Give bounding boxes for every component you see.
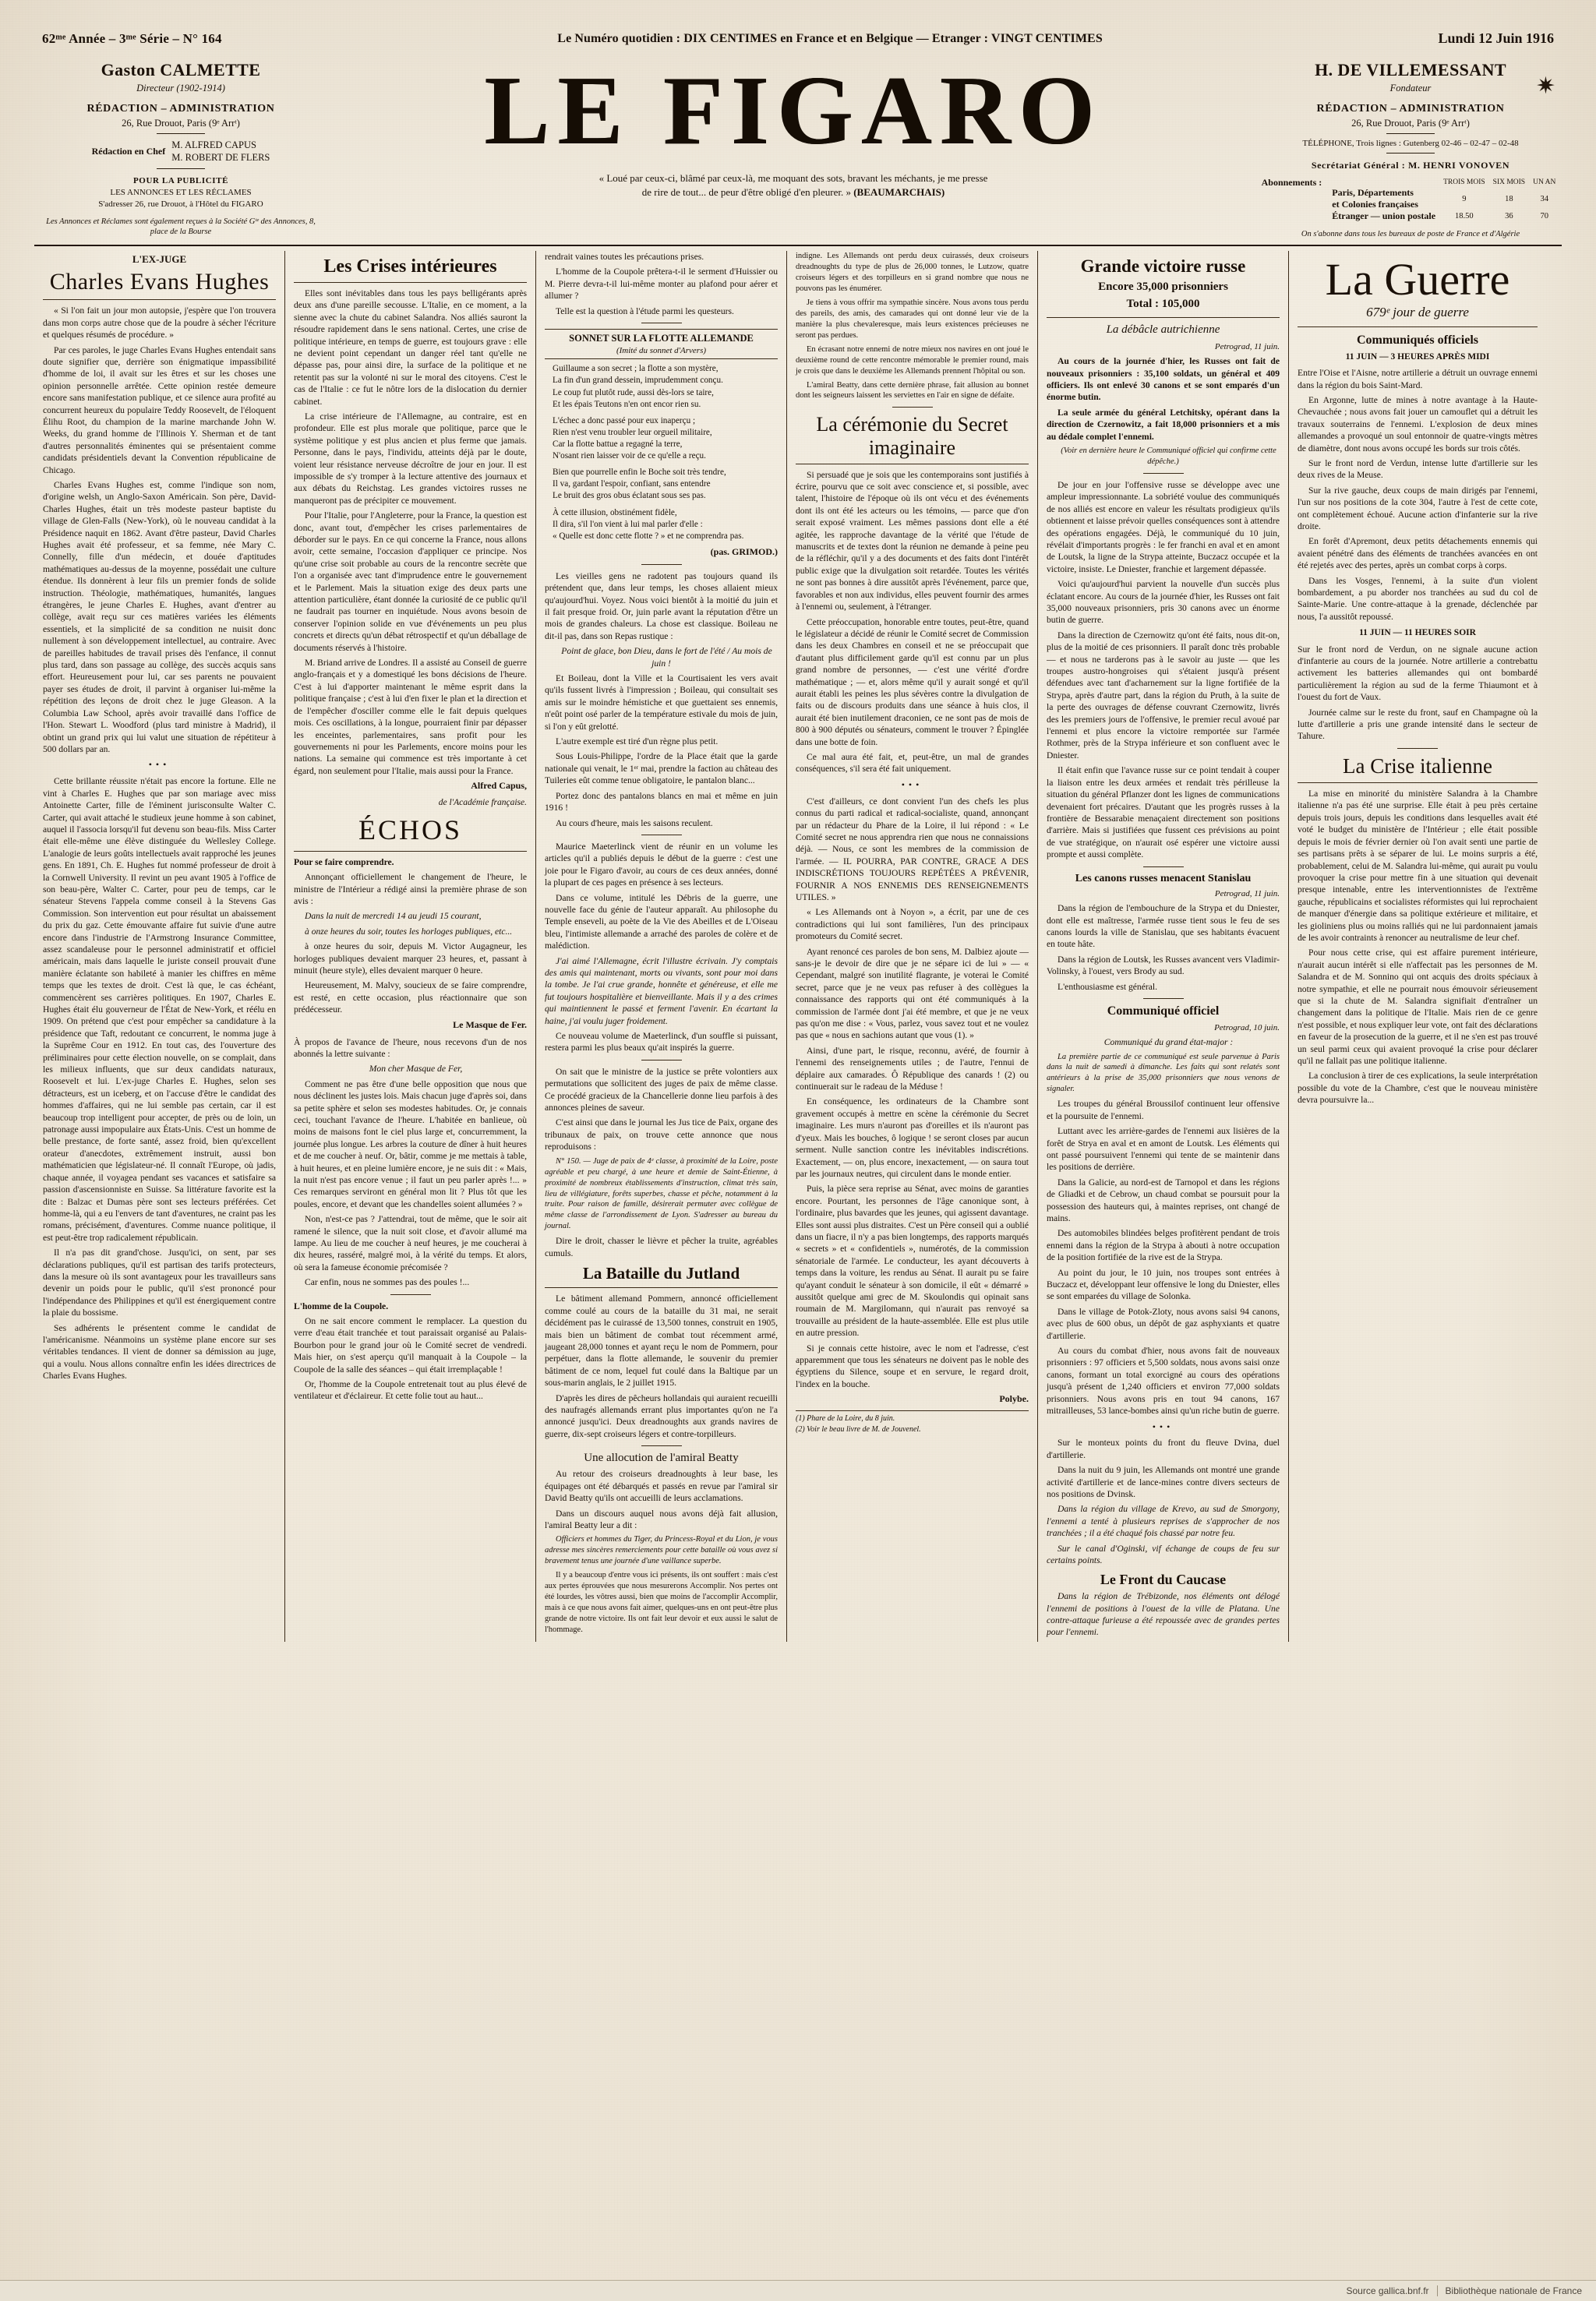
paragraph: L'enthousiasme est général. bbox=[1058, 981, 1157, 992]
library-label: Bibliothèque nationale de France bbox=[1445, 2285, 1582, 2296]
signature-polybe: Polybe. bbox=[999, 1393, 1029, 1405]
article-columns bbox=[34, 251, 1562, 1642]
dateline: Petrograd, 11 juin. bbox=[1214, 888, 1280, 898]
paragraph: Dans ce volume, intitulé les Débris de la guerre, une nouvelle face du génie de l'auteur apparaît. Au philosophe du Temple enseveli, au poète de la Vie des Abeilles et de L'Oiseau bleu, l'intimiste allemande a arraché des paroles de colère et de malédiction. bbox=[545, 892, 778, 951]
issue-strip bbox=[34, 30, 1562, 51]
signature-masque-de-fer: Le Masque de Fer. bbox=[453, 1018, 527, 1030]
paragraph: Les vieilles gens ne radotent pas toujours quand ils prétendent que, dans leur temps, les choses allaient mieux qu'aujourd'hui. Voyez. Nous voici bientôt à la moitié du juin et il fait presque froid. Or, juin parle avant la réputation d'être un mois de grandes chaleurs. La chose est classique. Boileau ne dit-il pas, dans son Repas rustique : bbox=[545, 570, 778, 641]
divider bbox=[1143, 998, 1184, 999]
verse-line: Il va, gardant l'espoir, confiant, sans entendre bbox=[553, 479, 711, 489]
paragraph: Par ces paroles, le juge Charles Evans Hughes entendait sans doute signifier que, derrière son énigmatique impassibilité d'homme de loi, il avait sur les êtres et sur les choses une opinion personnelle arrêtée. Cette opinion restée demeure encore sans manifestation publique, et ce silence aura profité au concurrent heureux du populaire Teddy Roosevelt, de l'éloquent Élihu Root, du champion de la marine marchande John W. Weeks, du grand homme de l'Illinois Y. Sherman et de tant d'autres personnalités éminentes qui se présentaient comme candidats présidentiels devant la Convention républicaine de Chicago. bbox=[43, 344, 276, 475]
paragraph: Puis, la pièce sera reprise au Sénat, avec moins de garanties encore. Pourtant, les personnes de l'âge canonique sont, à l'ordinaire, plus bavardes que les jeunes, qui agissent davantage. Elles sont aussi plus distraites. C'est un Père conseil qui a oublié dans un fiacre, il n'y a pas bien longtemps, des rapports marqués « secrets » et « confidentiels », numérotés, de la commission sénatoriale de l'armée. Le conducteur, les ayant découverts à temps dans la voiture, les rendus au Sénat. Il aurait pu se faire qu'ayant conduit le sénateur à son domicile, il eût « démarré » aussitôt quelque ami grec de M. Skoulondis qui opinait sans roumain de M. Margilomann, qui n'aurait pas renvoyé sa trouvaille au président de la haute-assemblée. Elle est plus utile en autre pression. bbox=[796, 1184, 1029, 1339]
redaction-title-left: RÉDACTION – ADMINISTRATION bbox=[87, 103, 275, 115]
paragraph: La seule armée du général Letchitsky, opérant dans la direction de Czernowitz, a fait 18,000 prisonniers et a mis au dédale complet l'ennemi. bbox=[1047, 407, 1280, 442]
paragraph: On sait que le ministre de la justice se prête volontiers aux permutations que sollicitent des juges de paix de même classe. Ce procédé gracieux de la Chancellerie donne lieu parfois à des annonces pleines de saveur. bbox=[545, 1066, 778, 1113]
editors-block bbox=[41, 139, 321, 164]
paragraph: « Les Allemands ont à Noyon », a écrit, par une de ces contradictions qui lui sont familières, l'un des principaux promoteurs du Comité secret. bbox=[796, 907, 1029, 942]
table-row bbox=[1328, 210, 1559, 222]
subscriptions-label: Abonnements : bbox=[1261, 176, 1322, 188]
paragraph: Journée calme sur le reste du front, sauf en Champagne où la lutte d'artillerie a pris une grande intensité dans le secteur de Tahure. bbox=[1298, 707, 1538, 742]
paragraph: Sur le canal d'Oginski, vif échange de coups de feu sur certains points. bbox=[1047, 1543, 1280, 1566]
paragraph: indigne. Les Allemands ont perdu deux cuirassés, deux croiseurs dreadnoughts du type de plus de 26,000 tonnes, le Lutzow, quatre croiseurs légers et des torpilleurs en si grand nombre que nous ne pouvons pas les énumérer. bbox=[796, 252, 1029, 293]
divider bbox=[1298, 782, 1538, 783]
paragraph: Au point du jour, le 10 juin, nos troupes sont entrées à Buczacz et, développant leur offensive le long du Dniester, elles se sont emparées du village de Solonka. bbox=[1047, 1267, 1280, 1302]
divider bbox=[43, 299, 276, 300]
paragraph: Pour l'Italie, pour l'Angleterre, pour la France, la question est donc, avant tout, d'empêcher les crises parlementaires de déborder sur le pays. En ce qui concerne la France, nous allons avoir, cette semaine, l'occasion d'appliquer ce principe. Nos qu'une crise soit probable au cours de la rencontre secrète que l'on a organisée avec tant d'imprudence entre le gouvernement et le Parlement. Mais la situation exige des deux parts une attention particulière, étant donnée la curiosité de ce public qu'il ne faudrait pas tourner en inquiétude. Nous avons besoin de conserver l'opinion solide en vue d'événements un peu plus concrets et directs qu'un débat rétrospectif et qu'un déballage de documents réservés à l'histoire. bbox=[294, 510, 527, 653]
paragraph: Comment ne pas être d'une belle opposition que nous que nous déclinent les justes lois. Mais chacun juge d'après soi, dans sa petite sphère et selon ses modestes habitudes. Or, je connais ceci, touchant l'avance de l'heure. L'habitée en banlieue, où moins de maisons font le ciel plus large et, concurremment, la journée plus longue. Les arbres la couture de dîner à huit heures et de me coucher à neuf. Or, bâtir, comme je me mettais à table, à huit heures, et en pleine lumière encore, je ne suis dit : « Mais, la nuit n'est pas encore venue ; il faut un peu parler après !... » Ces remarques serviront en général mon lit ? Plus tôt que les poules, encore, et devant que les chandelles soient allumées ? » bbox=[294, 1078, 527, 1209]
subs-row-1-label: Étranger — union postale bbox=[1332, 210, 1436, 222]
masthead-left bbox=[41, 59, 321, 240]
column-4 bbox=[787, 251, 1038, 1642]
divider bbox=[641, 1445, 682, 1446]
echo-item: Pour se faire comprendre. bbox=[294, 856, 394, 867]
divider bbox=[1397, 748, 1438, 749]
subscriptions-note: On s'abonne dans tous les bureaux de poste de France et d'Algérie bbox=[1301, 230, 1520, 239]
quote: Officiers et hommes du Tiger, du Princess-Royal et du Lion, je vous adresse mes sincères remerciements pour cette bataille où vous avez si bravement tenus une journée d'une vaillance superbe. bbox=[545, 1535, 778, 1566]
paragraph: Si persuadé que je sois que les contemporains sont justifiés à écrire, pourvu que ce soit avec conscience et, si possible, avec talent, l'histoire de l'époque où ils ont vécu et des événements dont ils ont été les acteurs ou les témoins, — parce que d'on serait exposé vraiment. Les mêmes passions dont elle a été agitée, les rapproche davantage de la vérité que l'étude de manuscrits et de textes dont la réunion ne demande à peine peu de la réfléchir, qu'il y a des documents et des faits dont l'intérêt public exige que la divulgation soit retardée. Toutes les vérités ne sont pas bonnes à dire aussitôt après l'événement, parce que, favorables et non aux individus, elles peuvent fournir des armes à l'ennemi ou, seulement, à l'étranger. bbox=[796, 469, 1029, 612]
headline-canons-stanislau: Les canons russes menacent Stanislau bbox=[1075, 872, 1252, 884]
paragraph: Pour nous cette crise, qui est affaire purement intérieure, n'aurait aucun intérêt si elle n'affectait pas les personnes de M. Salandra et de M. Sonnino qui ont acquis des droits spéciaux à notre sympathie, et elle ne pourrait nous émouvoir sérieusement que si la chute de M. Salandra signifiait d'entraîner un changement dans la politique de l'Italie. Mais rien de ce genre n'est possible, et nous expliquer leur vote, ont fait des déclarations en faveur de la prosecution de la guerre, et il ne s'en est pas trouvé un seul parmi ceux qui avaient provoqué la crise pour déclarer qu'il ne fallait pas une politique italienne. bbox=[1298, 948, 1538, 1066]
column-5 bbox=[1038, 251, 1289, 1642]
subs-row-0-sub: et Colonies françaises bbox=[1332, 199, 1418, 210]
echo-subhead: L'homme de la Coupole. bbox=[294, 1300, 389, 1311]
article-kicker-exjuge: L'EX-JUGE bbox=[132, 253, 187, 266]
redaction-title-right: RÉDACTION – ADMINISTRATION bbox=[1316, 103, 1505, 115]
paragraph: Cette brillante réussite n'était pas encore la fortune. Elle ne vint à Charles E. Hughes que par son mariage avec miss Antoinette Carter, fille de l'éminent jurisconsulte Walter C. Carter, qui avait attaché le studieux jeune homme à son cabinet, auquel il l'associa lorsqu'il fut devenu son beau-fils. Miss Carter était elle-même une élève distinguée du Wellesley College. L'analogie de leurs goûts intellectuels avait rapproché les jeunes gens. En 1891, Ch. E. Hughes fut nommé professeur de droit à la Cornwell University. Il revint un peu avant 1905 à l'office de son beau-père, Walter C. Carter, pour peu de temps, car le sénateur Stevens l'appela comme conseil à la Stevens Gas Commission. Son intervention eut pour résultat un abaissement du prix du gaz. Cette émouvante affaire fut suivie d'une autre encore dans l'industrie de l'Armstrong Insurance Committee, assez scandaleuse pour le personnel administratif et officiel américain, mais dans laquelle le juriste conseil prouvait d'une manière éclatante son habileté à manier les chiffres en même temps que les textes de droit. C'est là que, le cas échéant, commencèrent ses carrières politiques. En 1907, Charles E. Hughes était élu gouverneur de l'État de New-York, et réélu en 1909. On prétend que c'est pour empêcher sa candidature à la présidence que Taft, redoutant ce concurrent, le nomma juge à la Suprême Cour en 1912. En tout cas, des l'ouverture des préliminaires pour cette élection nouvelle, on se complait, dans les milieux influents, que sur deux candidats naturaux, Roosevelt et lui. L'ex-juge Charles E. Hughes, selon ses détracteurs, est un iceberg, et on l'accuse d'être le candidat des hommes d'affaires, qui ne lui semble pas certain, car il est beaucoup trop intelligent pour accepter, de près ou de loin, un patronage aussi impopulaire aux États-Unis. C'est un homme de belle prestance, de forte santé, assez froid, bien qu'excellent orateur d'anecdotes, extrêmement instruit, aussi bon mathématicien que législateur-né. Il connaît l'Europe, où jadis, chaque année, il voyagea pendant ses vacances et satisfaire sa passion d'ascensionniste en Suisse. Sa littérature favorite est la dite : Balzac et Dumas père sont ses lecteurs préférées. Cet homme-là, qui a eu l'envers de tant d'aventures, ne craint pas les romans, précisément, d'aventures. Comme nuance politique, il est peut-être trop radicalement républicain. bbox=[43, 776, 276, 1243]
divider bbox=[892, 407, 933, 408]
subs-row-0-v2: 34 bbox=[1540, 194, 1548, 203]
echo-item: Annonçant officiellement le changement de l'heure, le ministre de l'Intérieur a rédigé ainsi la première phrase de son avis : bbox=[294, 872, 527, 906]
sonnet-title: SONNET SUR LA FLOTTE ALLEMANDE bbox=[569, 333, 754, 344]
paragraph: Il n'a pas dit grand'chose. Jusqu'ici, on sent, par ses déclarations publiques, qu'il est partisan des tarifs protecteurs, dans la mesure où ils sont avantageux pour les travailleurs sans devenir un poids pour le public, qu'il s'est prononcé pour l'indépendance des Philippines et qu'il est énergiquement contre la plaie du bossisme. bbox=[43, 1248, 276, 1318]
paragraph: L'autre exemple est tiré d'un règne plus petit. bbox=[556, 736, 719, 747]
divider bbox=[1143, 866, 1184, 867]
dinkus: ••• bbox=[901, 778, 923, 790]
masthead-right bbox=[1261, 59, 1556, 240]
headline-communique-officiel: Communiqué officiel bbox=[1107, 1004, 1220, 1018]
phone-line: TÉLÉPHONE, Trois lignes : Gutenberg 02-46 – 02-47 – 02-48 bbox=[1302, 139, 1519, 149]
star-icon: ✷ bbox=[1535, 73, 1555, 99]
subscriptions-block bbox=[1261, 176, 1556, 223]
subs-row-1-v1: 36 bbox=[1505, 212, 1513, 221]
dateline: Petrograd, 10 juin. bbox=[1214, 1022, 1280, 1032]
paragraph: Voici qu'aujourd'hui parvient la nouvelle d'un succès plus éclatant encore. Au cours de la journée d'hier, les Russes ont fait 35,000 nouveaux prisonniers, pris 30 canons avec un énorme butin de guerre. bbox=[1047, 579, 1280, 626]
motto-author: (BEAUMARCHAIS) bbox=[853, 185, 945, 198]
motto bbox=[329, 171, 1258, 199]
paragraph: Telle est la question à l'étude parmi les questeurs. bbox=[556, 305, 734, 316]
page-title: LE FIGARO bbox=[484, 57, 1103, 165]
publicity-line-2: S'adresser 26, rue Drouot, à l'Hôtel du FIGARO bbox=[98, 199, 263, 209]
communique-time-2: 11 JUIN — 11 HEURES SOIR bbox=[1359, 628, 1476, 638]
paragraph: Sous Louis-Philippe, l'ordre de la Place était que la garde nationale qui venait, le 1ᵉʳ mai, prendre la faction au château des Tuileries eût comme tenue obligatoire, le pantalon blanc... bbox=[545, 751, 778, 786]
subhead-jour-de-guerre: 679ᵉ jour de guerre bbox=[1366, 305, 1469, 320]
paragraph: Dans la région de Trébizonde, nos éléments ont délogé l'ennemi de positions à l'ouest de la ville de Platana. Une contre-attaque furieuse a été repoussée avec de grandes pertes pour l'ennemi. bbox=[1047, 1591, 1280, 1638]
secretary-line: Secrétariat Général : M. HENRI VONOVEN bbox=[1311, 160, 1510, 171]
subs-row-1-v0: 18.50 bbox=[1455, 212, 1474, 221]
editor-label: Rédaction en Chef bbox=[91, 145, 166, 157]
paragraph: Dans le village de Potok-Zloty, nous avons saisi 94 canons, avec plus de 600 obus, un dépôt de gaz asphyxiants et quatre d'artillerie. bbox=[1047, 1306, 1280, 1341]
paragraph: Ayant renoncé ces paroles de bon sens, M. Dalbiez ajoute — sans-je le devoir de dire que je ne sépare ici de lui » — « Cependant, malgré son inutilité flagrante, je voterai le Comité secret, parce que je ne veux pas refuser à des collègues la connaissance des rapports qui ont été communiqués à la commission de l'armée dont j'ai été membre, et que je ne veux pas qu'on me dise : « Vous, parlez, vous savez tout et ne voulez pas que « nous en sachions autant que vous (1). » bbox=[796, 946, 1029, 1041]
divider bbox=[1298, 326, 1538, 327]
paragraph: Dans la Galicie, au nord-est de Tarnopol et dans les régions de Gliadki et de Cebrow, un chaud combat se poursuit pour la possession des hauteurs qui, à maintes reprises, ont changé de mains. bbox=[1047, 1177, 1280, 1223]
subs-row-0-v1: 18 bbox=[1505, 194, 1513, 203]
headline-crise-italienne: La Crise italienne bbox=[1343, 753, 1492, 778]
dinkus: ••• bbox=[1152, 1420, 1174, 1432]
subhead-prisonniers: Encore 35,000 prisonniers bbox=[1098, 280, 1228, 293]
paragraph: Les troupes du général Broussilof continuent leur offensive et la poursuite de l'ennemi. bbox=[1047, 1099, 1280, 1121]
founder-name: H. DE VILLEMESSANT bbox=[1315, 60, 1506, 79]
column-2 bbox=[285, 251, 536, 1642]
signature-capus: Alfred Capus, bbox=[471, 780, 527, 792]
paragraph: Au cours de la journée d'hier, les Russes ont fait de nouveaux prisonniers : 35,100 soldats, un général et 409 officiers. Ils ont enlevé 30 canons et se sont emparés d'un énorme butin. bbox=[1047, 356, 1280, 403]
signature-capus-sub: de l'Académie française. bbox=[438, 798, 527, 808]
paragraph: Au cours d'heure, mais les saisons reculent. bbox=[556, 817, 713, 828]
paragraph: Charles Evans Hughes est, comme l'indique son nom, d'origine welsh, un Anglo-Saxon Américain. Son père, David-Charles Hughes, était un très modeste pasteur baptiste du village de Glen-Falls (New-York), où le nouveau candidat à la Présidence naquit en 1862. Avant d'être pasteur, David Charles Hughes avait été professeur, et sa femme, née Mary C. Connelly, fille d'un médecin, et douée d'aptitudes mathématiques au-dessus de la moyenne, possédait une culture étendue. Ils donnèrent à leur fils un premier fonds de solide instruction. Théologie, mathématiques, humanités, langues étrangères, le jeune Charles E. Hughes, avant d'entrer au collège, avait reçu sur ces matières variées les éléments essentiels, et la simplicité de sa condition ne nuisit donc nullement à son développement intellectuel, au contraire. Avec de pareilles habitudes de travail prises dès l'enfance, il connut plus tard, dans son passage au collège, des succès acquis sans effort. Heureusement pour lui, car ses parents ne pouvaient payer ses études de droit, il parvint à organiser lui-même la répétition des leçons de droit chez le juge Gleason. A la Columbia Law School, après avoir travaillé dans l'office de l'Hon. Stewart L. Woodford (plus tard ministre à Madrid), il obtint un grand prix qui lui valut une situation de répétiteur à 500 dollars par an. bbox=[43, 479, 276, 754]
dateline: Petrograd, 11 juin. bbox=[1214, 341, 1280, 351]
divider bbox=[1437, 2285, 1438, 2296]
classified-ad: N° 150. — Juge de paix de 4ᵉ classe, à proximité de la Loire, poste agréable et peu chargé, à une heure et demie de Saint-Étienne, à proximité de nombreux établissements d'instruction, climat très sain, lieu de villégiature, forêts superbes, chasse et pêche, notamment à la truite. Pour raison de famille, désirerait permuter avec collègue de même classe de l'arrondissement de Lyon. S'adresser au bureau du journal. bbox=[545, 1156, 778, 1231]
divider bbox=[1143, 473, 1184, 474]
paragraph: C'est d'ailleurs, ce dont convient l'un des chefs les plus connus du parti radical et radical-socialiste, quand, annonçant par un rédacteur du Phare de la Loire, il lui répond : « Le Comité secret ne nous apprendra rien que nous ne connaissions déjà. — Nous, ce sont les membres de la commission de l'armée. — IL POURRA, PAR CONTRE, GRACE A DES INDISCRÉTIONS TOUJOURS REPÉTÉES A PRÉVENIR, FOURNIR A NOS ENNEMIS DES RENSEIGNEMENTS UTILES. » bbox=[796, 796, 1029, 902]
divider bbox=[157, 133, 205, 134]
subhead-total: Total : 105,000 bbox=[1126, 297, 1200, 310]
headline-grande-victoire-russe: Grande victoire russe bbox=[1080, 256, 1246, 277]
paragraph: On ne sait encore comment le remplacer. La question du verre d'eau était tranchée et tout paraissait organisé au Palais-Bourbon pour le grand jour où le Comité secret de vendredi. Mais hier, on s'est aperçu qu'il manquait à la Coupole – la Coupole de la salle des séances – qui était irremplaçable ! bbox=[294, 1316, 527, 1375]
paragraph: Dans la nuit du 9 juin, les Allemands ont montré une grande activité d'artillerie et de lance-mines contre divers secteurs de nos positions de Dvinsk. bbox=[1047, 1465, 1280, 1500]
paragraph: Dans la région de l'embouchure de la Strypa et du Dniester, dont elle est maîtresse, l'armée russe tient sous le feu de ses canons lourds la ville de Stanislau, que ses habitants évacuent en toute hâte. bbox=[1047, 903, 1280, 950]
director-role: Directeur (1902-1914) bbox=[136, 83, 225, 94]
table-header-row bbox=[1328, 178, 1559, 188]
paragraph: D'après les dires de pêcheurs hollandais qui auraient recueilli des naufragés allemands errant plus importantes qu'on ne l'a annoncé jusqu'ici. Deux dreadnoughts aux grands navires de guerre, dix-sept croiseurs légers et contre-torpilleurs. bbox=[545, 1392, 778, 1439]
echo-item: à onze heures du soir, toutes les horloges publiques, etc... bbox=[305, 926, 513, 937]
paragraph: Sur le monteux points du front du fleuve Dvina, duel d'artillerie. bbox=[1047, 1438, 1280, 1460]
paragraph: Maurice Maeterlinck vient de réunir en un volume les articles qu'il a publiés depuis le début de la guerre : c'est une joie pour le Figaro d'avoir, au cours de ces deux années, donné la plupart de ces pages en présence à ses lecteurs. bbox=[545, 841, 778, 888]
verse-line: Le coup fut plutôt rude, aussi dès-lors se taire, bbox=[553, 387, 714, 397]
signature-grimod: (pas. GRIMOD.) bbox=[710, 545, 778, 557]
table-row bbox=[1328, 187, 1559, 210]
divider bbox=[641, 1060, 682, 1061]
masthead bbox=[34, 51, 1562, 240]
echo-item: à onze heures du soir, depuis M. Victor Augagneur, les horloges publiques devaient marquer 23 heures, et, passant à minuit (heure style), elles devaient marquer 0 heure. bbox=[294, 941, 527, 976]
paragraph: La mise en minorité du ministère Salandra à la Chambre italienne n'a pas été une surprise. Elle était à peu près certaine depuis trois jours, depuis les conditions dans lesquelles avait été voté le budget du ministère de l'Intérieur ; elle était possible depuis le mois de février dernier où l'on avait senti une partie de ses partisans prêts à se séparer de lui. Le moins surpris a été, probablement, celui de M. Salandra lui-même, qui aurait pu voulu provoquer la crise pour mettre fin à une situation qui devenait presque intenable, entre les interventionnistes de l'extrême gauche, républicains et socialistes réformistes qui lui reprochaient de manquer d'énergie dans sa politique extérieure et militaire, et les gioliniens plus ou moins ralliés qui ne lui pardonnaient jamais de les avoir contraints à renoncer au neutralisme de leur chef. bbox=[1298, 789, 1538, 943]
paragraph: En forêt d'Apremont, deux petits détachements ennemis qui avaient pénétré dans des éléments de tranchées avancées en ont été rejetés avec des pertes, après un combat corps à corps. bbox=[1298, 536, 1538, 571]
motto-line-2: de rire de tout... de peur d'être obligé d'en pleurer. » bbox=[641, 185, 851, 198]
divider bbox=[641, 564, 682, 565]
verse-line: N'osant rien laisser voir de ce qu'elle a reçu. bbox=[553, 451, 706, 461]
headline-charles-evans-hughes: Charles Evans Hughes bbox=[49, 269, 270, 295]
echo-item: Dans la nuit de mercredi 14 au jeudi 15 courant, bbox=[305, 911, 482, 922]
sonnet-subtitle: (Imité du sonnet d'Arvers) bbox=[616, 345, 707, 355]
verse-line: Il dira, s'il l'on vient à lui mal parler d'elle : bbox=[553, 519, 703, 529]
echo-item: Heureusement, M. Malvy, soucieux de se faire comprendre, est resté, en cette occasion, plus réactionnaire que son prédécesseur. bbox=[294, 980, 527, 1015]
paragraph: Dans un discours auquel nous avons déjà fait allusion, l'amiral Beatty leur a dit : bbox=[545, 1508, 778, 1531]
paragraph: J'ai aimé l'Allemagne, écrit l'illustre écrivain. J'y comptais des amis qui maintenant, morts ou vivants, sont pour moi dans la tombe. Je l'ai crue grande, honnête et généreuse, et elle me fut toujours hospitalière et bienveillante. Mais il y a des crimes qui maintiennent le passé et ferment l'avenir. En écartant la haine, j'ai voulu juger froidement. bbox=[545, 955, 778, 1026]
redaction-address-left: 26, Rue Drouot, Paris (9ᵉ Arrᵗ) bbox=[122, 118, 240, 129]
paragraph: L'amiral Beatty, dans cette dernière phrase, fait allusion au bonnet dont les seigneurs laissent les serviettes en l'air en signe de défaite. bbox=[796, 380, 1029, 401]
column-3 bbox=[536, 251, 787, 1642]
source-label: Source gallica.bnf.fr bbox=[1346, 2285, 1429, 2296]
paragraph: Sur la rive gauche, deux coups de main dirigés par l'ennemi, l'un sur nos positions de la cote 304, l'autre à l'est de cette cote, ont complètement échoué. Aucune action d'infanterie sur la rive droite. bbox=[1298, 485, 1538, 532]
paragraph: Ses adhérents le présentent comme le candidat de l'américanisme. Néanmoins un système plane encore sur ses véritables tendances. Il vient de donner sa démission au juge, qui a voulu. Nous allons connaître enfin les idées directrices de Charles Evans Hughes. bbox=[43, 1322, 276, 1382]
paragraph: Des automobiles blindées belges profitèrent pendant de trois ennemi dans la région de la Strypa à abouti à notre occupation de la position fortifiée de la rive est de la Strypa. bbox=[1047, 1228, 1280, 1263]
paragraph: Sur le front nord de Verdun, on ne signale aucune action d'infanterie au cours de la journée. Notre artillerie a contrebattu activement les batteries allemandes qui ont bombardé particulièrement la région au sud de la ferme Thiaumont et à l'ouest du fort de Vaux. bbox=[1298, 644, 1538, 703]
paragraph: De jour en jour l'offensive russe se développe avec une ampleur impressionnante. La sobriété voulue des communiqués de nos alliés est encore en valeur les résultats prodigieux qu'ils obtiennent et laisse prévoir quelles conséquences sont à attendre des opérations engagées. Déjà, le communiqué du 10 juin, révélait d'importants progrès : le fer franchi en aval et en amont de Loutsk, la ligne de la Strypa atteinte, Buczacz occupée et la victoire, insiste. Le Dniester, franchie et largement dépassée. bbox=[1047, 479, 1280, 574]
divider bbox=[1047, 317, 1280, 318]
publicity-title: POUR LA PUBLICITÉ bbox=[132, 175, 229, 185]
paragraph: M. Briand arrive de Londres. Il a assisté au Conseil de guerre anglo-français et y a domestiqué les bons décisions de l'heure. C'est à lui d'apporter maintenant le même esprit dans la politique française ; c'est à lui d'en fixer le plan et la direction et de l'empêcher d'osciller comme elle le fait depuis quelques mois. Ces oscillations, à la longue, pourraient finir par dépasser les enceintes, parlementaires, sans profit pour les gouvernements ni pour les Parlements, encore moins pour les nations. La semaine qui commence est très importante à cet égard, non seulement pour l'Italie, mais aussi pour la France. bbox=[294, 658, 527, 776]
editor-name-1: M. ALFRED CAPUS bbox=[171, 139, 256, 151]
verse-line: Le bruit des gros obus éclatant sous ses pas. bbox=[553, 491, 706, 501]
paragraph: Dans la région du village de Krevo, au sud de Smorgony, l'ennemi a tenté à plusieurs reprises de s'approcher de nos tranchées ; il a été chaqué fois chassé par notre feu. bbox=[1047, 1504, 1280, 1539]
headline-allocution-beatty: Une allocution de l'amiral Beatty bbox=[584, 1452, 739, 1465]
paragraph: En écrasant notre ennemi de notre mieux nos navires en ont joué le deuxième round de cette rencontre mémorable le premier round, mais je crois que dans le deuxième les Allemands prennent l'hôpital ou son. bbox=[796, 344, 1029, 376]
divider bbox=[157, 168, 205, 169]
paragraph: Ce nouveau volume de Maeterlinck, d'un souffle si puissant, restera parmi les plus beaux qu'ait inspirés la guerre. bbox=[545, 1031, 778, 1053]
paragraph: Entre l'Oise et l'Aisne, notre artillerie a détruit un ouvrage ennemi dans la région du bois Saint-Mard. bbox=[1298, 368, 1538, 390]
paragraph: Dire le droit, chasser le lièvre et pêcher la truite, agréables cumuls. bbox=[545, 1236, 778, 1258]
source-footer bbox=[0, 2280, 1596, 2301]
headline-crises-interieures: Les Crises intérieures bbox=[323, 256, 497, 277]
paragraph: Cette préoccupation, honorable entre toutes, peut-être, quand le législateur a décidé de réunir le Comité secret de Commission dans les deux Chambres en conseil et ne se préoccupait que d'autant plus difficilement garde qu'il est connu par un plus grand nombre de personnes, — c'est une vérité d'ordre mathématique ; — et, alors même qu'il y aurait songé et qu'il aurait établi les peines les plus sévères contre la divulgation de faits ou de discours produits dans une séance à huis clos, il aurait été bien inutilement draconien, ce ne sont pas de mois de 800 à 900 députés ou sénateurs, comment le trouver ? Épinglée dans une botte de foin. bbox=[796, 616, 1029, 747]
paragraph: rendrait vaines toutes les précautions prises. bbox=[545, 252, 704, 263]
headline-bataille-jutland: La Bataille du Jutland bbox=[582, 1264, 740, 1283]
sonnet-body bbox=[545, 363, 778, 542]
footnote-2: (2) Voir le beau livre de M. de Jouvenel. bbox=[796, 1425, 921, 1435]
verse-line: L'échec a donc passé pour eux inaperçu ; bbox=[553, 415, 696, 425]
divider bbox=[294, 282, 527, 283]
masthead-center bbox=[321, 59, 1266, 240]
paragraph: Le bâtiment allemand Pommern, annoncé officiellement comme coulé au cours de la bataille du 31 mai, ne serait décidément pas le cuirassé de 13,500 tonnes, construit en 1905, mais bien un bâtiment de combat tout récemment armé, jaugeant 28,000 tonnes et ayant reçu le nom de Pommern, pour perpétuer, dans la flotte allemande, le souvenir du premier bâtiment de ce nom, lequel fut coulé dans la Baltique par un sous-marin anglais, le 2 juillet 1915. bbox=[545, 1293, 778, 1389]
headline-echos: ÉCHOS bbox=[358, 814, 463, 846]
issue-number: 62ᵐᵉ Année – 3ᵐᵉ Série – N° 164 bbox=[42, 31, 222, 46]
paragraph: Si je connais cette histoire, avec le nom et l'adresse, c'est apparemment que tous les sénateurs ne doivent pas le noble des égyptiens du Silence, soupe et en servure, le regard droit, l'index en la bouche. bbox=[796, 1343, 1029, 1389]
paragraph: Dans les Vosges, l'ennemi, à la suite d'un violent bombardement, a pu aborder nos tranchées au sud du col de Sainte-Marie. Une contre-attaque à la grenade, déclenchée par nous, l'a aussitôt repoussé. bbox=[1298, 575, 1538, 622]
divider bbox=[1386, 153, 1435, 154]
paragraph: Au cours du combat d'hier, nous avons fait de nouveaux prisonniers : 97 officiers et 5,500 soldats, nous avons saisi onze canons, formant un total exorcigné au cours des opérations jusqu'à présent de 1,240 officiers et environ 77,000 soldats prisonniers. Nous avons pris en tout 94 canons, 167 mitrailleuses, 53 lance-bombes ainsi qu'un riche butin de guerre. bbox=[1047, 1346, 1280, 1417]
verse-line: Bien que pourrelle enfin le Boche soit très tendre, bbox=[553, 468, 726, 478]
sonnet-header bbox=[545, 329, 778, 359]
verse-line: La fin d'un grand dessein, imprudemment conçu. bbox=[553, 376, 723, 386]
subs-col-1an: UN AN bbox=[1533, 178, 1556, 186]
paragraph: À propos de l'avance de l'heure, nous recevons d'un de nos abonnés la lettre suivante : bbox=[294, 1036, 527, 1059]
subs-col-3mois: TROIS MOIS bbox=[1443, 178, 1485, 186]
paragraph: Dans la région de Loutsk, les Russes avancent vers Vladimir-Volinsky, à l'ouest, vers Brody au sud. bbox=[1047, 954, 1280, 977]
subscriptions-table bbox=[1328, 178, 1559, 223]
paragraph: « Si l'on fait un jour mon autopsie, j'espère que l'on trouvera dans mon corps autre chose que de la poudre à sécher l'écriture et quelques résumés de procédure. » bbox=[43, 305, 276, 341]
paragraph: Car enfin, nous ne sommes pas des poules !... bbox=[305, 1277, 470, 1288]
publicity-note: Les Annonces et Réclames sont également reçues à la Société Gᵗᵉ des Annonces, 8, place de la Bourse bbox=[46, 217, 316, 237]
paragraph: Elles sont inévitables dans tous les pays belligérants après deux ans d'une pareille secousse. L'Italie, en ce moment, a la sienne avec la chute du cabinet Salandra. Nos alliés sauront la résoudre rapidement dans le sens national. Certes, une crise de politique intérieure, en temps de guerre, est toujours grave : elle ne devient point cependant un danger réel tant qu'elle ne dépasse pas, pour ainsi dire, la surface de la politique et ne retentit pas sur la volonté ni sur le moral des citoyens. C'est le cas de l'Italie : ce fut le nôtre lors de la dislocation du dernier cabinet. bbox=[294, 288, 527, 407]
verse-line: Rien n'est venu troubler leur orgueil militaire, bbox=[553, 427, 712, 437]
issue-date: Lundi 12 Juin 1916 bbox=[1438, 30, 1554, 46]
paragraph: Sur le front nord de Verdun, intense lutte d'artillerie sur les deux rives de la Meuse. bbox=[1298, 458, 1538, 481]
subs-col-6mois: SIX MOIS bbox=[1492, 178, 1526, 186]
paragraph: Il y a beaucoup d'entre vous ici présents, ils ont souffert : mais c'est aux pertes éprouvées que nous mesurerons Accomplir. Nos pertes ont été lourdes, les vôtres aussi, bien que moins de l'accomplir Accomplir, mais à ce que nous avons fait aimer, quelques-uns en ont peut-être plus grande de notre victoire. Ils ont fait leur devoir et eux aussi le salut de l'hommage. bbox=[545, 1571, 778, 1635]
column-6 bbox=[1289, 251, 1546, 1642]
paragraph: Luttant avec les arrière-gardes de l'ennemi aux lisières de la forêt de Strya en aval et en amont de Loutsk. Les éléments qui ont passé poursuivent l'ennemi qui tente de se maintenir dans les positions de derrière. bbox=[1047, 1126, 1280, 1173]
paragraph: La crise intérieure de l'Allemagne, au contraire, est en profondeur. Elle est plus morale que politique, parce que le système politique y est plus ancien et plus ferme que jamais. Personne, dans le pays, l'individu, atteints déjà par le doute, voient leur résistance nerveuse décroître de jour en jour. Il est impossible de s'y tromper à la lecture attentive des journaux et aux débats du Reichstag. Les grandes victoires russes ne manqueront pas de précipiter ce mouvement. bbox=[294, 411, 527, 506]
editorial-note: (Voir en dernière heure le Communiqué officiel qui confirme cette dépêche.) bbox=[1061, 446, 1276, 466]
divider bbox=[390, 1294, 431, 1295]
paragraph: Ce mal aura été fait, et, peut-être, un mal de grandes conséquences, s'il sera été fait uniquement. bbox=[796, 751, 1029, 775]
subs-row-0-label: Paris, Départements bbox=[1332, 187, 1414, 199]
founder-role: Fondateur bbox=[1389, 83, 1432, 94]
director-name: Gaston CALMETTE bbox=[101, 60, 261, 79]
subhead-communiques: Communiqués officiels bbox=[1357, 333, 1478, 347]
divider bbox=[1386, 133, 1435, 134]
communique-time-1: 11 JUIN — 3 HEURES APRÈS MIDI bbox=[1345, 351, 1490, 362]
paragraph: Portez donc des pantalons blancs en mai et même en juin 1916 ! bbox=[545, 790, 778, 813]
paragraph: Or, l'homme de la Coupole entretenait tout au plus élevé de ventilateur et d'éclaireur. Et cette folie tout au haut... bbox=[294, 1379, 527, 1402]
footnotes bbox=[796, 1410, 1029, 1435]
price-line: Le Numéro quotidien : DIX CENTIMES en France et en Belgique — Etranger : VINGT CENTIMES bbox=[557, 32, 1103, 45]
masthead-rule bbox=[34, 245, 1562, 246]
editor-name-2: M. ROBERT DE FLERS bbox=[171, 152, 270, 164]
paragraph: Dans la direction de Czernowitz qu'ont été faits, nous dit-on, plus de la moitié de ces prisonniers. Il paraît donc très probable — et nous ne tarderons pas à le savoir au juste — que les troupes austro-hongroises qui s'étaient jusqu'à présent défendues avec tant d'acharnement sur la ligne fortifiée de la Strypa, après d'autre part, dans la région du Pruth, à la suite de la perte des ouvrages de défense couvrant Czernowitz, livrés des les premiers jours de l'offensive, le premier recul avoué par l'ennemi et plus encore la victoire remportée sur l'armée Rothmer, près de la Strypa inférieure et son confluent avec le Dniester. bbox=[1047, 630, 1280, 761]
verse-line: À cette illusion, obstinément fidèle, bbox=[553, 507, 677, 517]
footnote-1: (1) Phare de la Loire, du 8 juin. bbox=[796, 1414, 895, 1424]
motto-line-1: « Loué par ceux-ci, blâmé par ceux-là, me moquant des sots, bravant les méchants, je me presse bbox=[598, 172, 988, 184]
headline-ceremonie-secret: La cérémonie du Secret imaginaire bbox=[816, 413, 1008, 459]
paragraph: La conclusion à tirer de ces explications, la seule interprétation possible du vote de la Chambre, c'est que le nouveau ministère devra poursuivre la... bbox=[1298, 1071, 1538, 1106]
subs-row-0-v0: 9 bbox=[1462, 194, 1467, 203]
publicity-line-1: LES ANNONCES ET LES RÉCLAMES bbox=[110, 187, 252, 197]
verse-line: « Quelle est donc cette flotte ? » et ne comprendra pas. bbox=[553, 531, 744, 541]
quote-verse: Point de glace, bon Dieu, dans le fort de l'été / Au mois de juin ! bbox=[561, 646, 772, 669]
subs-row-1-v2: 70 bbox=[1540, 212, 1548, 221]
paragraph: C'est ainsi que dans le journal les Jus tice de Paix, organe des tribunaux de paix, on trouve cette annonce que nous reproduisons : bbox=[545, 1117, 778, 1152]
redaction-address-right: 26, Rue Drouot, Paris (9ᵉ Arrᵗ) bbox=[1351, 118, 1470, 129]
paragraph: Au retour des croiseurs dreadnoughts à leur base, les équipages ont été débarqués et passés en revue par l'amiral sir David Beatty qu'ils ont accueilli de leurs acclamations. bbox=[545, 1469, 778, 1504]
paragraph: La première partie de ce communiqué est seule parvenue à Paris dans la nuit de samedi à dimanche. Les faits qui sont relatés sont antérieurs à la prise de 35,000 prisonniers que nous venons de signaler. bbox=[1047, 1052, 1280, 1094]
paragraph: Ainsi, d'une part, le risque, reconnu, avéré, de fournir à l'ennemi des renseignements utiles ; de l'autre, l'ennui de déplaire aux camarades. Ô République des canards ! (2) ou continuerait sur le radeau de la Méduse ! bbox=[796, 1045, 1029, 1092]
paragraph: Et Boileau, dont la Ville et la Courtisaient les vers avait qu'ils fussent livrés à l'impression ; Boileau, qui consultait ses amis sur le moindre hémistiche et que guettaient ses ennemis, n'eût point osé parler de la température estivale du mois de juin, si l'on y eût grelotté. bbox=[545, 673, 778, 732]
paragraph: En conséquence, les ordinateurs de la Chambre sont gravement occupés à mettre en scène la cérémonie du Secret imaginaire. Les murs n'auront pas d'oreilles et ils n'auront pas d'yeux. Mais les bouches, ô logique ! se seront closes par aucun serment. Nulle sanction contre les inévitables indiscrétions. Exactement, — on, plus encore, inexactement, — on saura tout par les journaux neutres, qui circulent dans le monde entier. bbox=[796, 1096, 1029, 1179]
letter-greeting: Mon cher Masque de Fer, bbox=[369, 1064, 463, 1075]
column-1 bbox=[34, 251, 285, 1642]
communique-subhead: Communiqué du grand état-major : bbox=[1103, 1037, 1234, 1048]
paragraph: L'homme de la Coupole prêtera-t-il le serment d'Huissier ou M. Pierre devra-t-il lui-même monter au plafond pour aérer et allumer ? bbox=[545, 266, 778, 302]
verse-line: Guillaume a son secret ; la flotte a son mystère, bbox=[553, 364, 719, 374]
dinkus: ••• bbox=[148, 759, 171, 771]
divider bbox=[545, 1287, 778, 1288]
paragraph: Non, n'est-ce pas ? J'attendrai, tout de même, que le soir ait ramené le silence, que la nuit soit close, et d'avoir allumé ma lampe. Au lieu de me coucher à neuf heures, je me coucherai à dix heures, rasséré, malgré moi, à la vérité du temps. Et alors, où sera la fameuse économie précomisée ? bbox=[294, 1214, 527, 1272]
verse-line: Car la flotte battue a regagné la terre, bbox=[553, 439, 683, 449]
headline-la-guerre: La Guerre bbox=[1325, 254, 1510, 305]
paragraph: Je tiens à vous offrir ma sympathie sincère. Nous avons tous perdu des pareils, des amis, des camarades qui ont donné leur vie de la manière la plus chevaleresque, mais leurs existences précieuses ne seront pas perdues. bbox=[796, 298, 1029, 340]
paragraph: Il était enfin que l'avance russe sur ce point tendait à couper la liaison entre les deux armées et rendait très périlleuse la situation du général Pflanzer dont les lignes de communications devenaient fort précaires. D'autant que les progrès russes à la frontière de Bessarabie menaçaient directement son positions d'arrière. Mais si justifiées que fussent ces prévisions au point de vue stratégique, on n'aurait osé espérer une victoire aussi prompte et aussi complète. bbox=[1047, 765, 1280, 860]
verse-line: Et les épais Teutons n'en ont encor rien su. bbox=[553, 399, 701, 409]
divider bbox=[294, 851, 527, 852]
headline-front-caucase: Le Front du Caucase bbox=[1100, 1571, 1227, 1587]
paragraph: En Argonne, lutte de mines à notre avantage à la Haute-Chevauchée ; nous avons fait jouer un camouflet qui a détruit les travaux souterrains de l'ennemi. L'explosion de deux mines allemandes a provoqué un soul entonnoir de quatre-vingts mètres de diamètre, dont nous avons occupé les bords sur trois côtés. bbox=[1298, 394, 1538, 453]
subhead-debacle: La débâcle autrichienne bbox=[1106, 323, 1220, 336]
